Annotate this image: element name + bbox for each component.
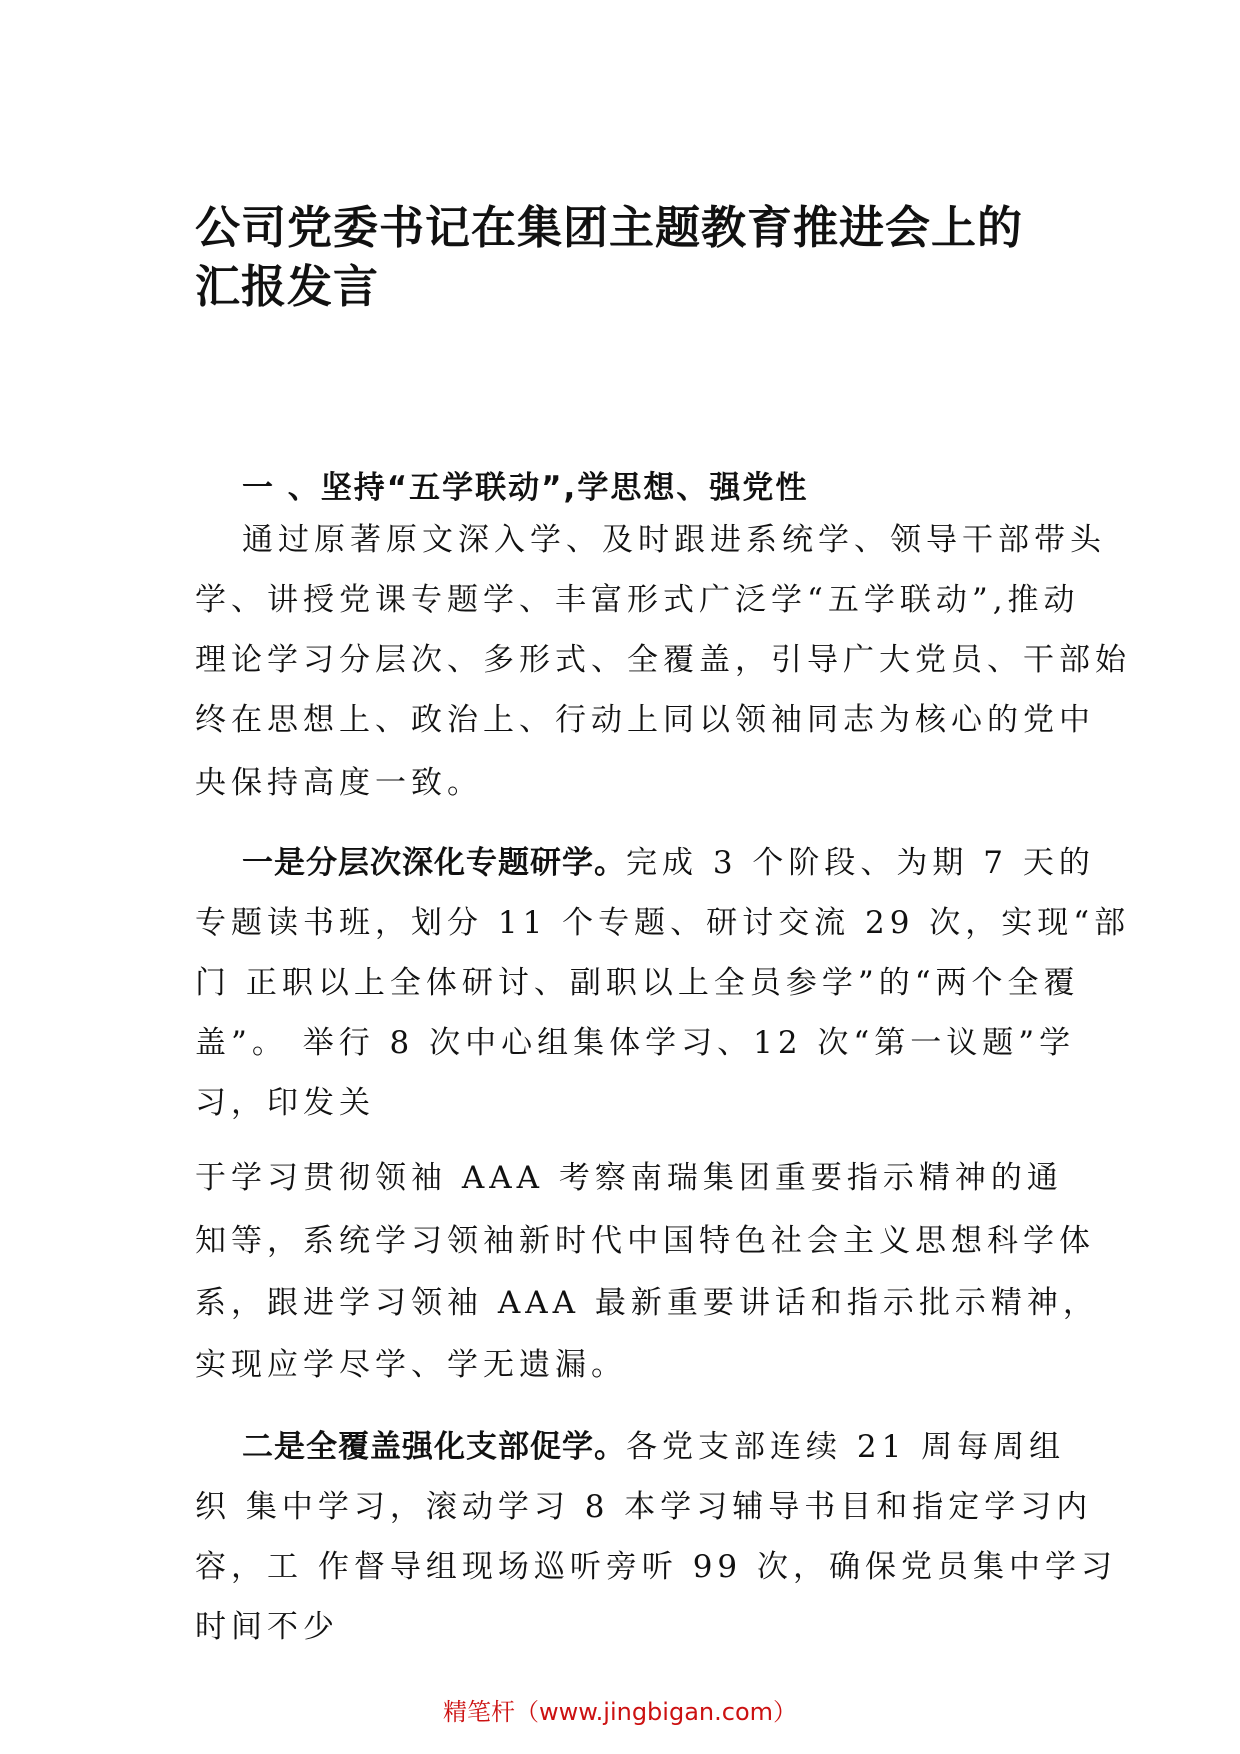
title-line-2: 汇报发言 <box>195 260 380 313</box>
paragraph-line: 理论学习分层次、多形式、全覆盖，引导广大党员、干部始 <box>195 642 1131 678</box>
paragraph-line: 于学习贯彻领袖 AAA 考察南瑞集团重要指示精神的通 <box>195 1160 1063 1196</box>
paragraph-lead: 一是分层次深化专题研学。 <box>242 845 626 881</box>
paragraph-text: 完成 3 个阶段、为期 7 天的 <box>626 845 1095 881</box>
paragraph-line: 实现应学尽学、学无遗漏。 <box>195 1347 627 1383</box>
paragraph-text: 各党支部连续 21 周每周组 <box>626 1429 1066 1465</box>
section-heading: 一 、坚持“五学联动”,学思想、强党性 <box>242 470 809 506</box>
paragraph-line: 系，跟进学习领袖 AAA 最新重要讲话和指示批示精神， <box>195 1285 1099 1321</box>
paragraph-line: 央保持高度一致。 <box>195 765 483 801</box>
paragraph-line: 专题读书班，划分 11 个专题、研讨交流 29 次，实现“部 <box>195 905 1131 941</box>
paragraph-line: 终在思想上、政治上、行动上同以领袖同志为核心的党中 <box>195 702 1095 738</box>
paragraph-line: 学、讲授党课专题学、丰富形式广泛学“五学联动”,推动 <box>195 582 1080 618</box>
paragraph-line <box>242 1427 1065 1467</box>
paragraph-line: 盖”。 举行 8 次中心组集体学习、12 次“第一议题”学 <box>195 1025 1076 1061</box>
document-title <box>195 198 1095 316</box>
paragraph-line: 知等，系统学习领袖新时代中国特色社会主义思想科学体 <box>195 1223 1095 1259</box>
paragraph-line: 容，工 作督导组现场巡听旁听 99 次，确保党员集中学习 <box>195 1549 1118 1585</box>
paragraph-lead: 二是全覆盖强化支部促学。 <box>242 1429 626 1465</box>
paragraph-line: 习，印发关 <box>195 1085 375 1121</box>
paragraph-line: 织 集中学习，滚动学习 8 本学习辅导书目和指定学习内 <box>195 1489 1093 1525</box>
footer-watermark: 精笔杆（www.jingbigan.com） <box>442 1698 798 1726</box>
paragraph-line: 通过原著原文深入学、及时跟进系统学、领导干部带头 <box>242 522 1106 558</box>
paragraph-line <box>242 843 1095 883</box>
paragraph-line: 时间不少 <box>195 1609 339 1645</box>
paragraph-line: 门 正职以上全体研讨、副职以上全员参学”的“两个全覆 <box>195 965 1080 1001</box>
title-line-1: 公司党委书记在集团主题教育推进会上的 <box>195 201 1024 254</box>
